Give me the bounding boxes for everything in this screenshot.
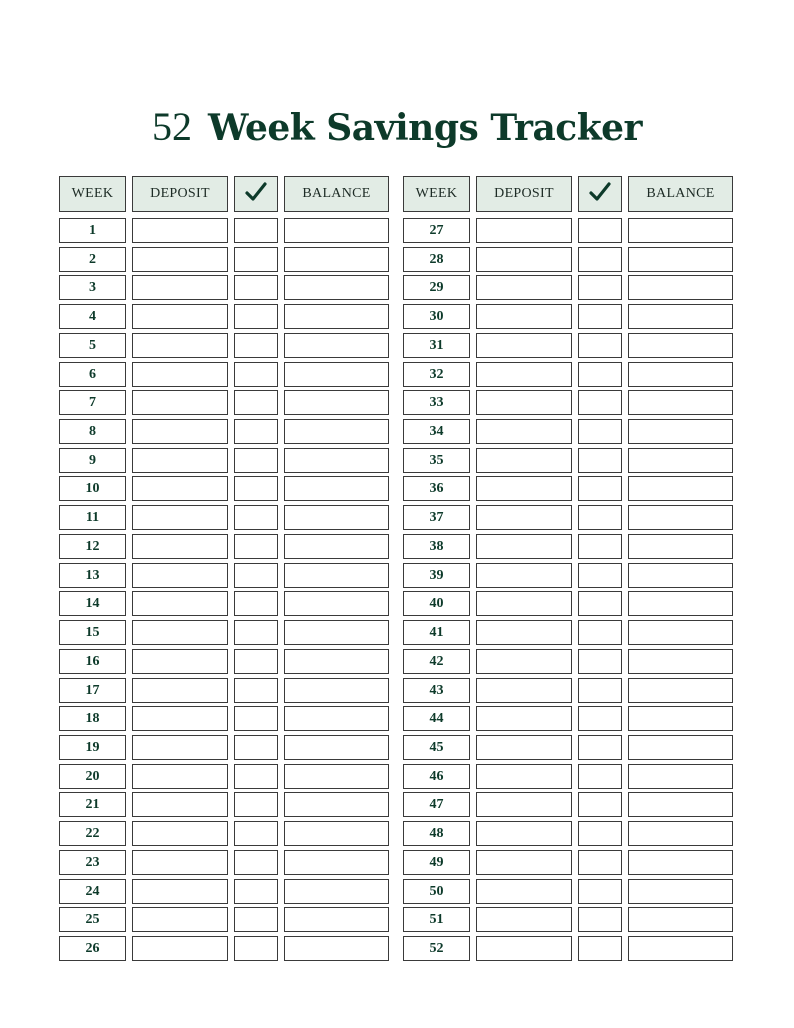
checkbox-cell[interactable] — [578, 907, 622, 932]
week-number-cell — [59, 419, 126, 444]
week-number: 44 — [429, 710, 444, 726]
week-number: 40 — [429, 595, 444, 611]
week-number: 14 — [85, 595, 100, 611]
balance-field[interactable] — [628, 275, 733, 300]
week-number-cell — [403, 505, 470, 530]
deposit-field[interactable] — [476, 563, 572, 588]
week-number-cell — [403, 821, 470, 846]
deposit-field[interactable] — [132, 936, 228, 961]
header-week-label: WEEK — [415, 186, 458, 201]
week-number: 34 — [429, 423, 444, 439]
header-deposit-label: DEPOSIT — [150, 186, 210, 201]
balance-field[interactable] — [284, 218, 389, 243]
week-number-cell — [59, 390, 126, 415]
week-number-cell — [59, 821, 126, 846]
checkbox-cell[interactable] — [578, 390, 622, 415]
balance-field[interactable] — [284, 333, 389, 358]
week-number-cell — [59, 505, 126, 530]
deposit-field[interactable] — [132, 706, 228, 731]
checkbox-cell[interactable] — [578, 362, 622, 387]
checkbox-cell[interactable] — [234, 821, 278, 846]
week-number: 30 — [429, 308, 444, 324]
header-balance-label: BALANCE — [646, 186, 715, 201]
week-number-cell — [59, 907, 126, 932]
week-number: 11 — [85, 509, 100, 525]
deposit-field[interactable] — [476, 649, 572, 674]
week-number-cell — [59, 678, 126, 703]
deposit-field[interactable] — [476, 591, 572, 616]
deposit-field[interactable] — [476, 678, 572, 703]
checkbox-cell[interactable] — [234, 390, 278, 415]
checkbox-cell[interactable] — [234, 907, 278, 932]
balance-field[interactable] — [628, 476, 733, 501]
week-number-cell — [59, 792, 126, 817]
week-number: 6 — [89, 366, 96, 382]
deposit-field[interactable] — [476, 419, 572, 444]
deposit-field[interactable] — [132, 563, 228, 588]
week-number-cell — [59, 333, 126, 358]
week-number-cell — [59, 936, 126, 961]
checkbox-cell[interactable] — [234, 505, 278, 530]
checkbox-cell[interactable] — [578, 505, 622, 530]
checkbox-cell[interactable] — [578, 821, 622, 846]
checkbox-cell[interactable] — [234, 879, 278, 904]
deposit-field[interactable] — [132, 333, 228, 358]
balance-field[interactable] — [284, 879, 389, 904]
week-number: 41 — [429, 624, 444, 640]
deposit-field[interactable] — [132, 218, 228, 243]
deposit-field[interactable] — [476, 936, 572, 961]
week-number-cell — [59, 563, 126, 588]
balance-field[interactable] — [284, 563, 389, 588]
checkbox-cell[interactable] — [578, 792, 622, 817]
deposit-field[interactable] — [476, 476, 572, 501]
week-number: 37 — [429, 509, 444, 525]
deposit-field[interactable] — [132, 735, 228, 760]
checkbox-cell[interactable] — [234, 620, 278, 645]
week-number-cell — [59, 362, 126, 387]
week-number: 47 — [429, 796, 444, 812]
week-number-cell — [403, 591, 470, 616]
checkbox-cell[interactable] — [234, 448, 278, 473]
week-number-cell — [403, 649, 470, 674]
week-number-cell — [403, 362, 470, 387]
week-number: 33 — [429, 394, 444, 410]
week-number-cell — [403, 390, 470, 415]
checkbox-cell[interactable] — [578, 678, 622, 703]
balance-field[interactable] — [284, 534, 389, 559]
balance-field[interactable] — [284, 247, 389, 272]
week-number: 3 — [89, 279, 96, 295]
deposit-field[interactable] — [132, 476, 228, 501]
balance-field[interactable] — [284, 448, 389, 473]
checkbox-cell[interactable] — [578, 936, 622, 961]
balance-field[interactable] — [628, 333, 733, 358]
balance-field[interactable] — [284, 936, 389, 961]
week-number-cell — [403, 936, 470, 961]
week-number: 20 — [85, 768, 100, 784]
deposit-field[interactable] — [476, 275, 572, 300]
balance-field[interactable] — [284, 390, 389, 415]
week-number: 13 — [85, 567, 100, 583]
balance-field[interactable] — [284, 620, 389, 645]
week-number: 48 — [429, 825, 444, 841]
balance-field[interactable] — [284, 907, 389, 932]
balance-field[interactable] — [628, 247, 733, 272]
week-number-cell — [403, 218, 470, 243]
checkbox-cell[interactable] — [234, 735, 278, 760]
checkbox-cell[interactable] — [234, 764, 278, 789]
balance-field[interactable] — [284, 850, 389, 875]
balance-field[interactable] — [628, 850, 733, 875]
deposit-field[interactable] — [132, 362, 228, 387]
checkbox-cell[interactable] — [578, 620, 622, 645]
deposit-field[interactable] — [476, 304, 572, 329]
checkbox-cell[interactable] — [234, 333, 278, 358]
deposit-field[interactable] — [476, 247, 572, 272]
deposit-field[interactable] — [132, 678, 228, 703]
deposit-field[interactable] — [132, 879, 228, 904]
deposit-field[interactable] — [132, 275, 228, 300]
header-balance-label: BALANCE — [302, 186, 371, 201]
checkbox-cell[interactable] — [234, 362, 278, 387]
balance-field[interactable] — [628, 735, 733, 760]
header-balance — [284, 176, 389, 212]
deposit-field[interactable] — [132, 534, 228, 559]
checkbox-cell[interactable] — [578, 850, 622, 875]
deposit-field[interactable] — [132, 907, 228, 932]
week-number: 15 — [85, 624, 100, 640]
week-number: 31 — [429, 337, 444, 353]
check-mark-svg — [244, 180, 268, 204]
balance-field[interactable] — [628, 304, 733, 329]
checkbox-cell[interactable] — [578, 218, 622, 243]
week-number-cell — [59, 649, 126, 674]
balance-field[interactable] — [284, 792, 389, 817]
week-number-cell — [403, 419, 470, 444]
week-number-cell — [403, 907, 470, 932]
balance-field[interactable] — [628, 821, 733, 846]
week-number: 43 — [429, 682, 444, 698]
checkbox-cell[interactable] — [234, 591, 278, 616]
checkbox-cell[interactable] — [578, 247, 622, 272]
deposit-field[interactable] — [476, 505, 572, 530]
deposit-field[interactable] — [476, 706, 572, 731]
deposit-field[interactable] — [476, 907, 572, 932]
check-mark-svg — [588, 180, 612, 204]
week-number-cell — [403, 448, 470, 473]
week-number-cell — [403, 678, 470, 703]
checkbox-cell[interactable] — [578, 649, 622, 674]
week-number: 2 — [89, 251, 96, 267]
week-number-cell — [59, 764, 126, 789]
header-deposit-label: DEPOSIT — [494, 186, 554, 201]
week-number-cell — [403, 476, 470, 501]
balance-field[interactable] — [284, 764, 389, 789]
week-number-cell — [403, 275, 470, 300]
checkbox-cell[interactable] — [234, 247, 278, 272]
week-number: 35 — [429, 452, 444, 468]
balance-field[interactable] — [284, 735, 389, 760]
week-number-cell — [59, 591, 126, 616]
week-number-cell — [59, 476, 126, 501]
header-check — [234, 176, 278, 212]
deposit-field[interactable] — [132, 505, 228, 530]
week-number-cell — [403, 534, 470, 559]
week-number: 18 — [85, 710, 100, 726]
deposit-field[interactable] — [476, 735, 572, 760]
balance-field[interactable] — [628, 362, 733, 387]
checkbox-cell[interactable] — [578, 764, 622, 789]
balance-field[interactable] — [628, 936, 733, 961]
week-number: 38 — [429, 538, 444, 554]
header-balance — [628, 176, 733, 212]
checkbox-cell[interactable] — [578, 275, 622, 300]
deposit-field[interactable] — [476, 764, 572, 789]
deposit-field[interactable] — [132, 764, 228, 789]
balance-field[interactable] — [284, 419, 389, 444]
checkbox-cell[interactable] — [234, 850, 278, 875]
checkbox-cell[interactable] — [578, 333, 622, 358]
deposit-field[interactable] — [132, 649, 228, 674]
deposit-field[interactable] — [476, 792, 572, 817]
week-number-cell — [403, 850, 470, 875]
deposit-field[interactable] — [476, 448, 572, 473]
week-number: 17 — [85, 682, 100, 698]
checkbox-cell[interactable] — [578, 879, 622, 904]
deposit-field[interactable] — [132, 620, 228, 645]
balance-field[interactable] — [628, 879, 733, 904]
checkbox-cell[interactable] — [234, 792, 278, 817]
deposit-field[interactable] — [132, 591, 228, 616]
week-number-cell — [59, 850, 126, 875]
week-number-cell — [59, 448, 126, 473]
week-number: 50 — [429, 883, 444, 899]
balance-field[interactable] — [628, 620, 733, 645]
header-week — [59, 176, 126, 212]
checkbox-cell[interactable] — [234, 275, 278, 300]
deposit-field[interactable] — [476, 821, 572, 846]
week-number: 12 — [85, 538, 100, 554]
week-number: 24 — [85, 883, 100, 899]
week-number: 5 — [89, 337, 96, 353]
week-number: 23 — [85, 854, 100, 870]
balance-field[interactable] — [284, 505, 389, 530]
deposit-field[interactable] — [476, 879, 572, 904]
deposit-field[interactable] — [476, 390, 572, 415]
week-number: 19 — [85, 739, 100, 755]
checkbox-cell[interactable] — [234, 936, 278, 961]
deposit-field[interactable] — [132, 390, 228, 415]
week-number: 10 — [85, 480, 100, 496]
week-number-cell — [59, 879, 126, 904]
deposit-field[interactable] — [476, 534, 572, 559]
balance-field[interactable] — [628, 563, 733, 588]
week-number: 52 — [429, 940, 444, 956]
checkbox-cell[interactable] — [578, 534, 622, 559]
checkbox-cell[interactable] — [234, 678, 278, 703]
checkbox-cell[interactable] — [234, 476, 278, 501]
checkbox-cell[interactable] — [578, 735, 622, 760]
week-number-cell — [403, 247, 470, 272]
deposit-field[interactable] — [132, 448, 228, 473]
checkbox-cell[interactable] — [578, 563, 622, 588]
balance-field[interactable] — [284, 706, 389, 731]
deposit-field[interactable] — [132, 247, 228, 272]
balance-field[interactable] — [284, 304, 389, 329]
deposit-field[interactable] — [476, 620, 572, 645]
check-mark-icon — [588, 180, 612, 209]
deposit-field[interactable] — [476, 850, 572, 875]
page-title — [0, 103, 794, 150]
week-number-cell — [59, 620, 126, 645]
checkbox-cell[interactable] — [578, 706, 622, 731]
week-number: 36 — [429, 480, 444, 496]
deposit-field[interactable] — [476, 218, 572, 243]
deposit-field[interactable] — [132, 792, 228, 817]
deposit-field[interactable] — [476, 362, 572, 387]
week-number-cell — [403, 304, 470, 329]
checkbox-cell[interactable] — [578, 591, 622, 616]
week-number: 9 — [89, 452, 96, 468]
deposit-field[interactable] — [132, 419, 228, 444]
checkbox-cell[interactable] — [234, 563, 278, 588]
header-check — [578, 176, 622, 212]
week-number: 32 — [429, 366, 444, 382]
balance-field[interactable] — [284, 678, 389, 703]
balance-field[interactable] — [628, 218, 733, 243]
checkbox-cell[interactable] — [234, 218, 278, 243]
checkbox-cell[interactable] — [234, 534, 278, 559]
checkbox-cell[interactable] — [234, 304, 278, 329]
week-number-cell — [403, 879, 470, 904]
week-number: 22 — [85, 825, 100, 841]
week-number: 27 — [429, 222, 444, 238]
week-number-cell — [59, 218, 126, 243]
checkbox-cell[interactable] — [234, 649, 278, 674]
week-number: 29 — [429, 279, 444, 295]
week-number-cell — [403, 792, 470, 817]
checkbox-cell[interactable] — [234, 419, 278, 444]
balance-field[interactable] — [628, 448, 733, 473]
balance-field[interactable] — [628, 678, 733, 703]
week-number: 21 — [85, 796, 100, 812]
week-number-cell — [59, 304, 126, 329]
title-number: 52 — [151, 104, 192, 150]
week-number: 25 — [85, 911, 100, 927]
checkbox-cell[interactable] — [578, 304, 622, 329]
week-number-cell — [403, 333, 470, 358]
week-number-cell — [403, 563, 470, 588]
week-number: 4 — [89, 308, 96, 324]
deposit-field[interactable] — [132, 304, 228, 329]
week-number-cell — [403, 706, 470, 731]
balance-field[interactable] — [284, 476, 389, 501]
week-number: 42 — [429, 653, 444, 669]
title-text: Week Savings Tracker — [207, 107, 643, 150]
week-number-cell — [59, 735, 126, 760]
week-number-cell — [59, 275, 126, 300]
deposit-field[interactable] — [476, 333, 572, 358]
header-deposit — [476, 176, 572, 212]
balance-field[interactable] — [284, 275, 389, 300]
balance-field[interactable] — [628, 907, 733, 932]
week-number: 51 — [429, 911, 444, 927]
week-number-cell — [59, 247, 126, 272]
balance-field[interactable] — [284, 821, 389, 846]
week-number: 26 — [85, 940, 100, 956]
balance-field[interactable] — [628, 534, 733, 559]
week-number-cell — [403, 735, 470, 760]
balance-field[interactable] — [628, 764, 733, 789]
week-number: 8 — [89, 423, 96, 439]
balance-field[interactable] — [628, 792, 733, 817]
week-number: 39 — [429, 567, 444, 583]
balance-field[interactable] — [628, 505, 733, 530]
balance-field[interactable] — [628, 706, 733, 731]
week-number: 49 — [429, 854, 444, 870]
checkbox-cell[interactable] — [578, 419, 622, 444]
week-number-cell — [403, 620, 470, 645]
checkbox-cell[interactable] — [578, 448, 622, 473]
week-number: 16 — [85, 653, 100, 669]
week-number: 1 — [89, 222, 96, 238]
check-mark-icon — [244, 180, 268, 209]
balance-field[interactable] — [628, 649, 733, 674]
week-number: 45 — [429, 739, 444, 755]
balance-field[interactable] — [628, 591, 733, 616]
header-week — [403, 176, 470, 212]
week-number-cell — [403, 764, 470, 789]
header-week-label: WEEK — [71, 186, 114, 201]
week-number-cell — [59, 706, 126, 731]
balance-field[interactable] — [284, 362, 389, 387]
checkbox-cell[interactable] — [234, 706, 278, 731]
week-number: 46 — [429, 768, 444, 784]
week-number: 7 — [89, 394, 96, 410]
checkbox-cell[interactable] — [578, 476, 622, 501]
deposit-field[interactable] — [132, 850, 228, 875]
balance-field[interactable] — [628, 419, 733, 444]
week-number-cell — [59, 534, 126, 559]
balance-field[interactable] — [628, 390, 733, 415]
balance-field[interactable] — [284, 591, 389, 616]
deposit-field[interactable] — [132, 821, 228, 846]
balance-field[interactable] — [284, 649, 389, 674]
week-number: 28 — [429, 251, 444, 267]
header-deposit — [132, 176, 228, 212]
